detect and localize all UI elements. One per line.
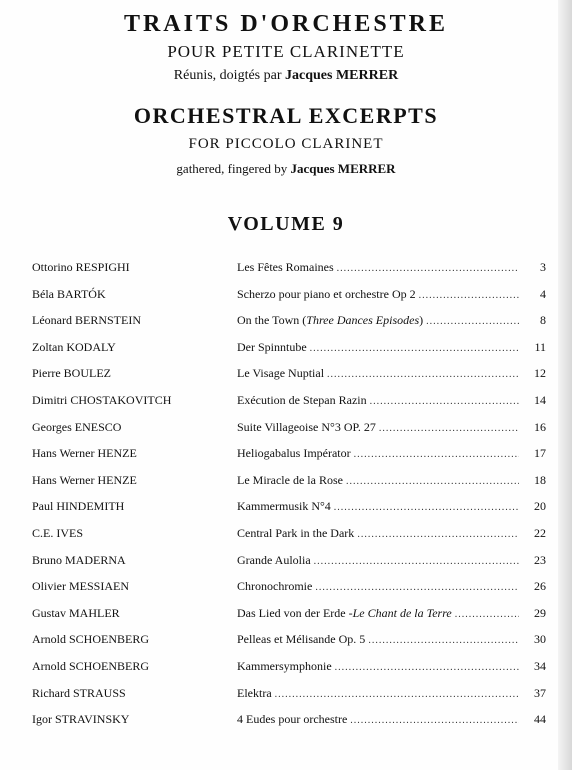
toc-row <box>0 709 572 729</box>
credit-french <box>0 68 572 84</box>
volume-heading: VOLUME 9 <box>227 213 345 235</box>
work-title-text: Kammermusik N°4 <box>237 499 331 514</box>
composer-name: Gustav MAHLER <box>32 605 120 620</box>
work-title <box>237 390 519 412</box>
dot-leader <box>314 552 519 572</box>
subtitle-english: FOR PICCOLO CLARINET <box>188 136 384 152</box>
composer-name: Arnold SCHOENBERG <box>32 659 150 673</box>
composer-name: Ottorino RESPIGHI <box>32 260 130 274</box>
work-title <box>237 550 519 572</box>
toc-row <box>0 576 572 596</box>
work-title-text: Elektra <box>237 685 272 700</box>
work-title-text: 4 Eudes pour orchestre <box>237 712 348 727</box>
page-number: 44 <box>534 712 546 727</box>
credit-english-name: Jacques MERRER <box>290 161 396 176</box>
dot-leader <box>357 525 519 545</box>
work-title-text: Pelleas et Mélisande Op. 5 <box>237 632 366 647</box>
page-number: 23 <box>534 552 546 567</box>
toc-row <box>0 363 572 383</box>
work-title-text: Suite Villageoise N°3 OP. 27 <box>237 419 376 434</box>
title-english: ORCHESTRAL EXCERPTS <box>133 103 439 128</box>
toc-row <box>0 443 572 463</box>
credit-english <box>0 161 572 177</box>
work-title-text: Le Miracle de la Rose <box>237 472 343 487</box>
dot-leader <box>350 711 519 731</box>
page-number: 22 <box>534 526 546 540</box>
work-title <box>237 603 519 625</box>
dot-leader <box>327 365 519 385</box>
toc-row <box>0 470 572 490</box>
composer-name: Paul HINDEMITH <box>32 499 125 514</box>
dot-leader <box>310 339 519 359</box>
work-title <box>237 470 519 492</box>
toc-row <box>0 390 572 410</box>
composer-name: Arnold SCHOENBERG <box>32 632 150 647</box>
page-number: 3 <box>540 260 546 274</box>
toc-row <box>0 629 572 649</box>
composer-name: Igor STRAVINSKY <box>32 712 130 727</box>
work-title <box>237 629 519 651</box>
work-title <box>237 683 519 705</box>
credit-french-prefix: Réunis, doigtés par <box>173 68 286 83</box>
work-title-text: Scherzo pour piano et orchestre Op 2 <box>237 286 416 301</box>
work-title <box>237 496 519 518</box>
work-title-text: Chronochromie <box>237 579 313 594</box>
work-title <box>237 363 519 385</box>
work-title <box>237 443 519 465</box>
work-title <box>237 709 519 731</box>
work-title-text: Les Fêtes Romaines <box>237 260 334 274</box>
composer-name: Pierre BOULEZ <box>32 366 111 381</box>
composer-name: Léonard BERNSTEIN <box>32 313 141 328</box>
work-title <box>237 257 519 279</box>
page-number: 11 <box>534 339 546 354</box>
work-title-italic: Three Dances Episodes <box>306 313 420 328</box>
composer-name: Richard STRAUSS <box>32 685 126 700</box>
page-number: 20 <box>534 499 546 514</box>
credit-english-prefix: gathered, fingered by <box>176 161 291 176</box>
toc-row <box>0 337 572 357</box>
dot-leader <box>419 286 519 306</box>
dot-leader <box>370 392 519 412</box>
work-title-text: Das Lied von der Erde - <box>237 605 353 620</box>
work-title <box>237 576 519 598</box>
dot-leader <box>346 472 519 492</box>
page-number: 29 <box>534 605 546 620</box>
dot-leader <box>334 498 519 518</box>
toc-row <box>0 550 572 570</box>
composer-name: Zoltan KODALY <box>32 339 116 354</box>
work-title-text: Exécution de Stepan Razin <box>237 393 367 407</box>
work-title <box>237 310 519 332</box>
page-number: 17 <box>534 446 546 461</box>
work-title <box>237 284 519 306</box>
work-title-italic: Le Chant de la Terre <box>352 605 452 620</box>
toc-row <box>0 310 572 330</box>
dot-leader <box>275 685 519 705</box>
page-number: 18 <box>534 472 546 487</box>
work-title <box>237 417 519 439</box>
page-number: 12 <box>534 366 546 381</box>
dot-leader <box>426 312 519 332</box>
dot-leader <box>368 631 519 651</box>
page-number: 34 <box>534 659 546 673</box>
page-number: 30 <box>534 632 546 647</box>
work-title <box>237 656 519 678</box>
composer-name: Georges ENESCO <box>32 419 122 434</box>
work-title-text: Heliogabalus Impérator <box>237 446 351 461</box>
composer-name: Béla BARTÓK <box>32 286 106 301</box>
work-title-text: Kammersymphonie <box>237 659 332 673</box>
toc-row <box>0 284 572 304</box>
work-title-text: On the Town ( <box>237 313 307 328</box>
toc-row <box>0 257 572 277</box>
toc-row <box>0 603 572 623</box>
page-number: 4 <box>540 286 546 301</box>
composer-name: Hans Werner HENZE <box>32 472 137 487</box>
page-number: 16 <box>534 419 546 434</box>
dot-leader <box>315 578 519 598</box>
composer-name: Olivier MESSIAEN <box>32 579 129 594</box>
work-title-close: ) <box>419 313 424 328</box>
composer-name: Hans Werner HENZE <box>32 446 137 461</box>
work-title <box>237 337 519 359</box>
work-title-text: Le Visage Nuptial <box>237 366 325 381</box>
work-title <box>237 523 519 545</box>
dot-leader <box>354 445 519 465</box>
composer-name: C.E. IVES <box>32 526 83 540</box>
page-number: 8 <box>540 313 546 328</box>
subtitle-french: POUR PETITE CLARINETTE <box>167 42 405 61</box>
work-title-text: Der Spinntube <box>237 339 307 354</box>
page-number: 26 <box>534 579 546 594</box>
toc-row <box>0 417 572 437</box>
page-number: 37 <box>534 685 546 700</box>
toc-row <box>0 683 572 703</box>
dot-leader <box>335 658 519 678</box>
dot-leader <box>379 419 519 439</box>
credit-french-name: Jacques MERRER <box>285 68 399 83</box>
page-number: 14 <box>534 393 546 407</box>
dot-leader <box>337 259 519 279</box>
toc-row <box>0 496 572 516</box>
composer-name: Bruno MADERNA <box>32 552 126 567</box>
toc-row <box>0 523 572 543</box>
composer-name: Dimitri CHOSTAKOVITCH <box>32 393 172 407</box>
work-title-text: Central Park in the Dark <box>237 526 355 540</box>
work-title-text: Grande Aulolia <box>237 552 311 567</box>
toc-row <box>0 656 572 676</box>
dot-leader <box>455 605 519 625</box>
title-french: TRAITS D'ORCHESTRE <box>123 11 449 37</box>
